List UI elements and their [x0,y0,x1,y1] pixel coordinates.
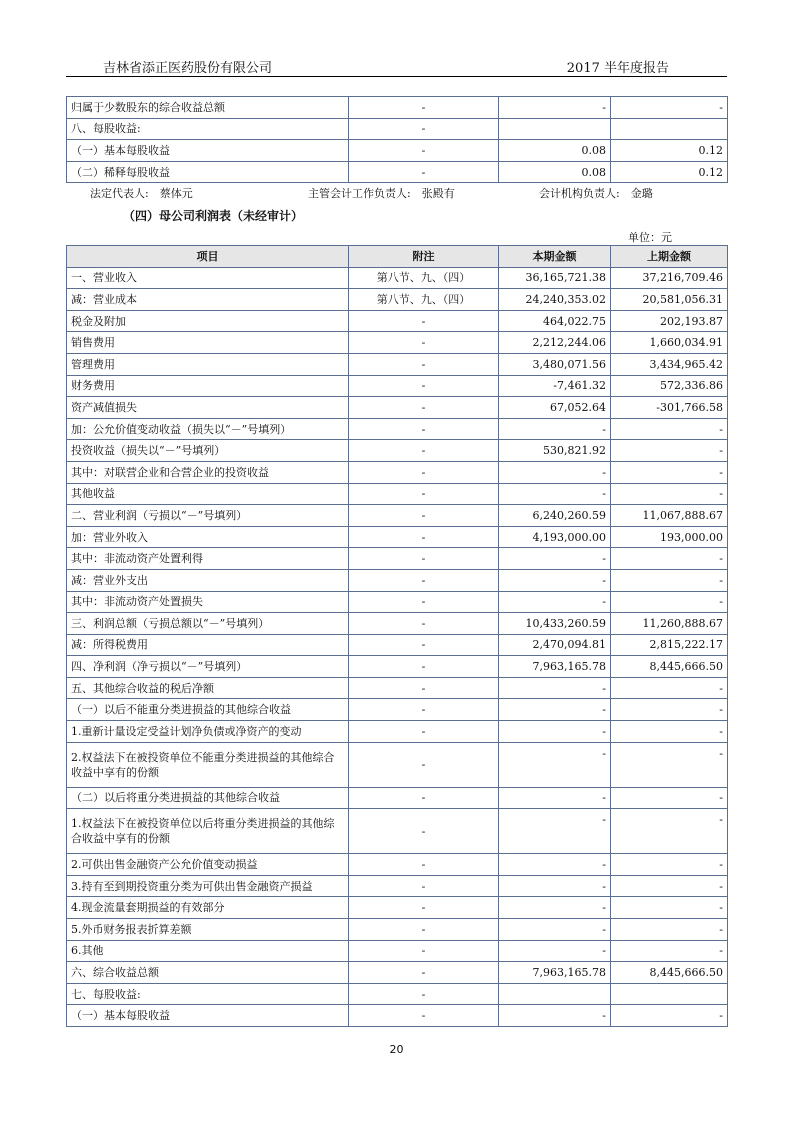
cell-note: 第八节、九、（四） [349,289,499,311]
cell-previous: - [611,897,728,919]
cell-current: - [499,569,611,591]
cell-current: 67,052.64 [499,397,611,419]
top-table-body [67,97,728,183]
table-row [67,461,728,483]
cell-previous: 0.12 [611,140,728,162]
cell-previous: - [611,875,728,897]
cell-item: 财务费用 [67,375,349,397]
table-row [67,742,728,787]
cell-item: 6.其他 [67,940,349,962]
cell-previous: 572,336.86 [611,375,728,397]
cell-previous: - [611,854,728,876]
table-row [67,118,728,140]
cell-note: - [349,505,499,527]
cell-note: - [349,809,499,854]
cell-item: （一）基本每股收益 [67,140,349,162]
table-row [67,634,728,656]
cell-note: - [349,634,499,656]
top-table [66,96,728,183]
cell-previous: - [611,418,728,440]
cell-current: - [499,699,611,721]
table-row [67,721,728,743]
table-row [67,375,728,397]
cell-previous: - [611,97,728,119]
table-row [67,418,728,440]
table-row [67,962,728,984]
cell-previous: 8,445,666.50 [611,656,728,678]
cell-previous: 8,445,666.50 [611,962,728,984]
cell-current: 24,240,353.02 [499,289,611,311]
cell-item: （一）基本每股收益 [67,1005,349,1027]
cell-note: - [349,656,499,678]
table-row [67,919,728,941]
cell-note: - [349,140,499,162]
legal-representative: 法定代表人: 蔡体元 [90,187,193,200]
cell-current: - [499,418,611,440]
cell-current: - [499,742,611,787]
cell-item: 2.可供出售金融资产公允价值变动损益 [67,854,349,876]
table-row [67,787,728,809]
cell-previous: - [611,699,728,721]
cell-item: 四、净利润（净亏损以“－”号填列） [67,656,349,678]
cell-current: - [499,483,611,505]
cell-current: - [499,897,611,919]
cell-current: - [499,809,611,854]
cell-current: - [499,940,611,962]
accounting-head: 主管会计工作负责人: 张殿有 [308,187,455,200]
cell-item: 税金及附加 [67,310,349,332]
cell-note: - [349,854,499,876]
cell-note: - [349,418,499,440]
table-row [67,332,728,354]
cell-previous: 0.12 [611,161,728,183]
cell-item: 减：营业成本 [67,289,349,311]
cell-previous: 11,260,888.67 [611,613,728,635]
cell-note: - [349,613,499,635]
cell-note: - [349,919,499,941]
table-row [67,569,728,591]
cell-previous: 1,660,034.91 [611,332,728,354]
unit-label: 单位：元 [628,231,672,244]
cell-item: 七、每股收益: [67,983,349,1005]
cell-current: 530,821.92 [499,440,611,462]
cell-note: - [349,440,499,462]
cell-current: - [499,1005,611,1027]
cell-previous: - [611,440,728,462]
cell-current: 10,433,260.59 [499,613,611,635]
table-row [67,440,728,462]
table-row [67,854,728,876]
cell-previous: - [611,483,728,505]
cell-previous: 2,815,222.17 [611,634,728,656]
cell-item: 管理费用 [67,353,349,375]
cell-note: - [349,875,499,897]
cell-previous: - [611,1005,728,1027]
income-statement-table [66,245,728,1027]
table-row [67,983,728,1005]
table-row [67,613,728,635]
cell-current: 2,212,244.06 [499,332,611,354]
cell-item: 资产减值损失 [67,397,349,419]
income-statement-body [67,267,728,1026]
cell-item: 投资收益（损失以“－”号填列） [67,440,349,462]
cell-previous: - [611,787,728,809]
cell-current: - [499,548,611,570]
cell-current: - [499,919,611,941]
cell-item: 销售费用 [67,332,349,354]
cell-current: 0.08 [499,140,611,162]
table-row [67,97,728,119]
table-row [67,289,728,311]
cell-note: 第八节、九、（四） [349,267,499,289]
table-row [67,483,728,505]
cell-previous: 193,000.00 [611,526,728,548]
cell-item: 2.权益法下在被投资单位不能重分类进损益的其他综合收益中享有的份额 [67,742,349,787]
cell-note: - [349,940,499,962]
cell-note: - [349,483,499,505]
cell-current: 7,963,165.78 [499,962,611,984]
header-item: 项目 [67,246,349,268]
cell-current: -7,461.32 [499,375,611,397]
cell-note: - [349,526,499,548]
accounting-dept-head: 会计机构负责人: 金璐 [539,187,653,200]
table-row [67,267,728,289]
cell-previous: 20,581,056.31 [611,289,728,311]
table-row [67,526,728,548]
header-divider [66,76,727,77]
cell-previous: - [611,591,728,613]
table-header-row [67,246,728,268]
cell-current: 36,165,721.38 [499,267,611,289]
cell-previous: - [611,461,728,483]
table-row [67,140,728,162]
cell-item: 减：所得税费用 [67,634,349,656]
table-row [67,940,728,962]
cell-current: - [499,461,611,483]
table-row [67,591,728,613]
header-company: 吉林省添正医药股份有限公司 [103,61,273,76]
header-note: 附注 [349,246,499,268]
cell-note: - [349,962,499,984]
cell-current: 3,480,071.56 [499,353,611,375]
cell-note: - [349,97,499,119]
table-row [67,699,728,721]
table-row [67,875,728,897]
header-previous: 上期金额 [611,246,728,268]
table-row [67,897,728,919]
cell-note: - [349,1005,499,1027]
cell-item: 一、营业收入 [67,267,349,289]
table-row [67,656,728,678]
cell-current: - [499,854,611,876]
cell-previous: - [611,569,728,591]
cell-item: 3.持有至到期投资重分类为可供出售金融资产损益 [67,875,349,897]
cell-current: - [499,677,611,699]
table-row [67,353,728,375]
cell-item: 归属于少数股东的综合收益总额 [67,97,349,119]
cell-note: - [349,397,499,419]
cell-note: - [349,161,499,183]
cell-note: - [349,699,499,721]
cell-note: - [349,677,499,699]
header-current: 本期金额 [499,246,611,268]
cell-previous: - [611,919,728,941]
cell-previous: - [611,742,728,787]
table-row [67,310,728,332]
cell-current: 464,022.75 [499,310,611,332]
cell-item: 其中：非流动资产处置利得 [67,548,349,570]
cell-current: - [499,875,611,897]
cell-item: 加：公允价值变动收益（损失以“－”号填列） [67,418,349,440]
cell-note: - [349,897,499,919]
cell-current: - [499,97,611,119]
cell-note: - [349,548,499,570]
page-number: 20 [389,1043,404,1056]
cell-item: 5.外币财务报表折算差额 [67,919,349,941]
cell-note: - [349,118,499,140]
section-title: （四）母公司利润表（未经审计） [123,209,304,223]
table-row [67,809,728,854]
table-row [67,397,728,419]
cell-item: 减：营业外支出 [67,569,349,591]
cell-note: - [349,742,499,787]
cell-previous: 202,193.87 [611,310,728,332]
cell-item: 二、营业利润（亏损以“－”号填列） [67,505,349,527]
cell-item: 1.权益法下在被投资单位以后将重分类进损益的其他综合收益中享有的份额 [67,809,349,854]
cell-item: 其中：对联营企业和合营企业的投资收益 [67,461,349,483]
cell-item: 其中：非流动资产处置损失 [67,591,349,613]
cell-note: - [349,353,499,375]
cell-note: - [349,787,499,809]
cell-current: 2,470,094.81 [499,634,611,656]
cell-current: - [499,721,611,743]
cell-note: - [349,591,499,613]
cell-current: - [499,591,611,613]
table-row [67,161,728,183]
cell-item: （二）稀释每股收益 [67,161,349,183]
cell-current: - [499,787,611,809]
cell-item: 4.现金流量套期损益的有效部分 [67,897,349,919]
cell-current [499,118,611,140]
cell-item: 其他收益 [67,483,349,505]
cell-previous: - [611,548,728,570]
cell-item: 1.重新计量设定受益计划净负债或净资产的变动 [67,721,349,743]
cell-previous: - [611,721,728,743]
cell-previous: - [611,940,728,962]
cell-previous: 37,216,709.46 [611,267,728,289]
cell-note: - [349,332,499,354]
cell-item: 八、每股收益: [67,118,349,140]
cell-note: - [349,569,499,591]
cell-note: - [349,983,499,1005]
cell-previous [611,983,728,1005]
header-report-title: 2017 半年度报告 [566,61,669,76]
cell-previous: - [611,809,728,854]
cell-current: 4,193,000.00 [499,526,611,548]
cell-item: 六、综合收益总额 [67,962,349,984]
cell-previous: - [611,677,728,699]
cell-previous: 11,067,888.67 [611,505,728,527]
cell-item: 加：营业外收入 [67,526,349,548]
cell-note: - [349,461,499,483]
cell-note: - [349,310,499,332]
table-row [67,1005,728,1027]
cell-item: 三、利润总额（亏损总额以“－”号填列） [67,613,349,635]
cell-item: 五、其他综合收益的税后净额 [67,677,349,699]
cell-previous: -301,766.58 [611,397,728,419]
cell-current: 7,963,165.78 [499,656,611,678]
table-row [67,548,728,570]
cell-note: - [349,721,499,743]
cell-item: （一）以后不能重分类进损益的其他综合收益 [67,699,349,721]
cell-current: 6,240,260.59 [499,505,611,527]
table-row [67,505,728,527]
cell-note: - [349,375,499,397]
cell-item: （二）以后将重分类进损益的其他综合收益 [67,787,349,809]
cell-current [499,983,611,1005]
table-row [67,677,728,699]
cell-current: 0.08 [499,161,611,183]
cell-previous [611,118,728,140]
cell-previous: 3,434,965.42 [611,353,728,375]
